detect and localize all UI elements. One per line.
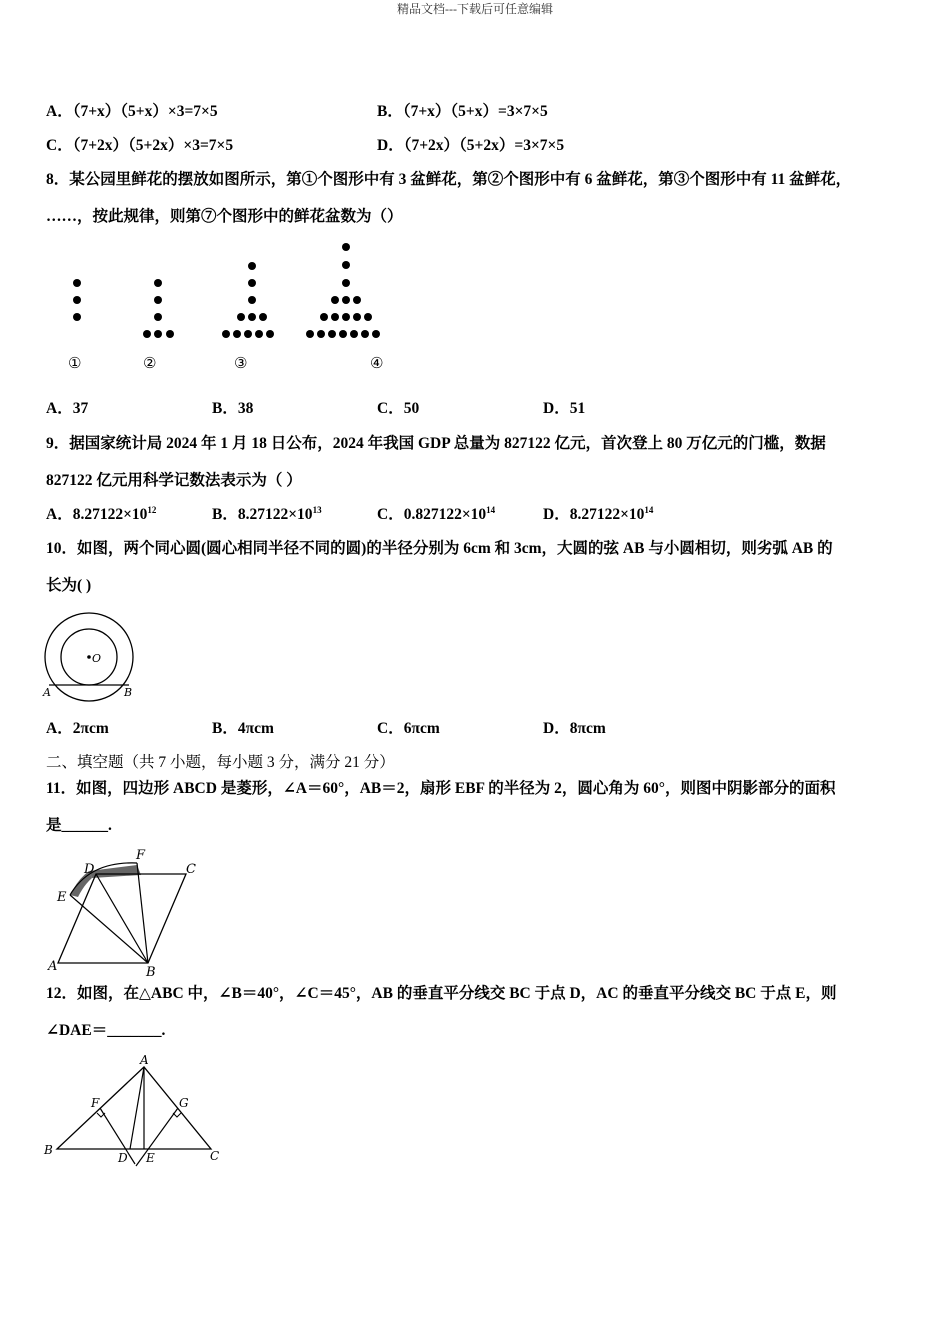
option-text: 51 — [569, 400, 586, 417]
figure-label-1: ① — [68, 354, 82, 372]
q10-option-c[interactable] — [377, 719, 440, 739]
q11-stem-line2 — [46, 816, 112, 836]
q9-option-b[interactable] — [212, 505, 322, 525]
label-b: B — [44, 1143, 53, 1157]
option-text: 50 — [403, 400, 420, 417]
option-exponent: 13 — [312, 504, 322, 515]
option-text: （7+x）（5+x）×3=7×5 — [72, 103, 218, 120]
q12-stem-line2 — [46, 1021, 165, 1041]
q11-stem-line1: 11．如图，四边形 ABCD 是菱形，∠A＝60°，AB＝2，扇形 EBF 的半径为 2，圆心角为 60°，则图中阴影部分的面积 — [46, 780, 836, 797]
q10-stem-line1: 10．如图，两个同心圆(圆心相同半径不同的圆)的半径分别为 6cm 和 3cm，大圆的弦 AB 与小圆相切，则劣弧 AB 的 — [46, 540, 833, 557]
right-angle-mark-g — [173, 1113, 181, 1117]
option-letter: A． — [46, 506, 73, 523]
option-text: （7+x）（5+x）=3×7×5 — [402, 103, 548, 120]
radius-be — [70, 895, 148, 963]
label-c: C — [186, 862, 196, 877]
label-e: E — [146, 1151, 155, 1165]
option-letter: B． — [377, 103, 403, 120]
flower-pattern-2 — [143, 279, 174, 338]
q10-option-d[interactable] — [543, 719, 606, 739]
figure-label-4: ④ — [370, 354, 384, 372]
q9-stem-line1: 9．据国家统计局 2024 年 1 月 18 日公布，2024 年我国 GDP 总量为 827122 亿元，首次登上 80 万亿元的门槛，数据 — [46, 435, 826, 452]
label-b: B — [146, 965, 156, 980]
option-text: 2πcm — [72, 720, 109, 737]
label-e: E — [57, 890, 67, 905]
option-base: 8.27122×10 — [569, 506, 645, 523]
q8-stem-line2: ……，按此规律，则第⑦个图形中的鲜花盆数为（） — [46, 208, 403, 225]
label-o: O — [92, 652, 102, 665]
option-letter: D． — [543, 400, 570, 417]
label-a: A — [43, 686, 51, 699]
flower-pattern-4 — [306, 243, 380, 338]
q12-stem-line1: 12．如图，在△ABC 中，∠B＝40°，∠C＝45°，AB 的垂直平分线交 BC 于点 D，AC 的垂直平分线交 BC 于点 E，则 — [46, 985, 837, 1002]
option-letter: C． — [377, 400, 404, 417]
option-letter: A． — [46, 103, 73, 120]
flower-pattern-3 — [222, 262, 274, 338]
option-exponent: 14 — [644, 504, 654, 515]
q8-stem-line1: 8．某公园里鲜花的摆放如图所示，第①个图形中有 3 盆鲜花，第②个图形中有 6 盆鲜花，第③个图形中有 11 盆鲜花， — [46, 171, 852, 188]
stem-prefix: 是 — [46, 817, 62, 834]
option-base: 8.27122×10 — [72, 506, 148, 523]
option-text: （7+2x）（5+2x）×3=7×5 — [72, 137, 234, 154]
q11-rhombus-figure — [40, 843, 210, 978]
option-text: （7+2x）（5+2x）=3×7×5 — [403, 137, 565, 154]
perp-bisector-ac — [136, 1108, 178, 1166]
label-g: G — [179, 1096, 189, 1110]
figure-label-3: ③ — [234, 354, 248, 372]
center-point — [87, 655, 91, 659]
option-letter: A． — [46, 400, 73, 417]
option-base: 0.827122×10 — [403, 506, 487, 523]
q8-option-a[interactable] — [46, 399, 88, 419]
option-letter: C． — [377, 506, 404, 523]
option-exponent: 14 — [486, 504, 496, 515]
q8-option-d[interactable] — [543, 399, 585, 419]
label-b: B — [124, 686, 133, 699]
label-f: F — [91, 1096, 100, 1110]
section-heading-fill-in: 二、填空题（共 7 小题，每小题 3 分，满分 21 分） — [46, 754, 395, 771]
option-text: 37 — [72, 400, 89, 417]
option-exponent: 12 — [147, 504, 157, 515]
q8-flower-figure — [40, 235, 460, 380]
stem-suffix: . — [161, 1022, 166, 1039]
q7-option-b[interactable] — [377, 102, 548, 122]
answer-blank[interactable]: ______ — [61, 817, 109, 834]
q9-option-a[interactable] — [46, 505, 156, 525]
label-d: D — [118, 1151, 128, 1165]
q9-option-c[interactable] — [377, 505, 495, 525]
q7-option-c[interactable] — [46, 136, 233, 156]
stem-prefix: ∠DAE＝ — [46, 1022, 108, 1039]
option-letter: B． — [212, 400, 238, 417]
option-letter: C． — [377, 720, 404, 737]
answer-blank[interactable]: _______ — [107, 1022, 162, 1039]
q10-option-a[interactable] — [46, 719, 109, 739]
option-base: 8.27122×10 — [237, 506, 313, 523]
option-letter: D． — [543, 720, 570, 737]
option-letter: D． — [543, 506, 570, 523]
option-text: 6πcm — [403, 720, 440, 737]
stem-suffix: . — [108, 817, 112, 834]
q9-option-d[interactable] — [543, 505, 653, 525]
label-d: D — [84, 862, 95, 877]
q10-concentric-circles-figure — [40, 610, 150, 702]
q7-option-d[interactable] — [377, 136, 564, 156]
q8-option-b[interactable] — [212, 399, 253, 419]
flower-pattern-1 — [73, 279, 81, 321]
q7-option-a[interactable] — [46, 102, 218, 122]
option-text: 38 — [237, 400, 254, 417]
q9-stem-line2: 827122 亿元用科学记数法表示为（ ） — [46, 472, 302, 489]
label-c: C — [210, 1149, 220, 1163]
option-letter: B． — [212, 506, 238, 523]
option-letter: C． — [46, 137, 73, 154]
option-letter: D． — [377, 137, 404, 154]
figure-label-2: ② — [143, 354, 157, 372]
option-text: 8πcm — [569, 720, 606, 737]
q12-triangle-figure — [40, 1052, 230, 1177]
page-header: 精品文档---下载后可任意编辑 — [397, 2, 553, 16]
q10-stem-line2: 长为( ) — [46, 577, 92, 594]
q10-option-b[interactable] — [212, 719, 274, 739]
option-letter: A． — [46, 720, 73, 737]
segment-ad — [130, 1067, 144, 1149]
q8-option-c[interactable] — [377, 399, 419, 419]
option-text: 4πcm — [237, 720, 274, 737]
label-f: F — [136, 848, 146, 863]
label-a: A — [140, 1053, 149, 1067]
option-letter: B． — [212, 720, 238, 737]
label-a: A — [48, 959, 58, 974]
